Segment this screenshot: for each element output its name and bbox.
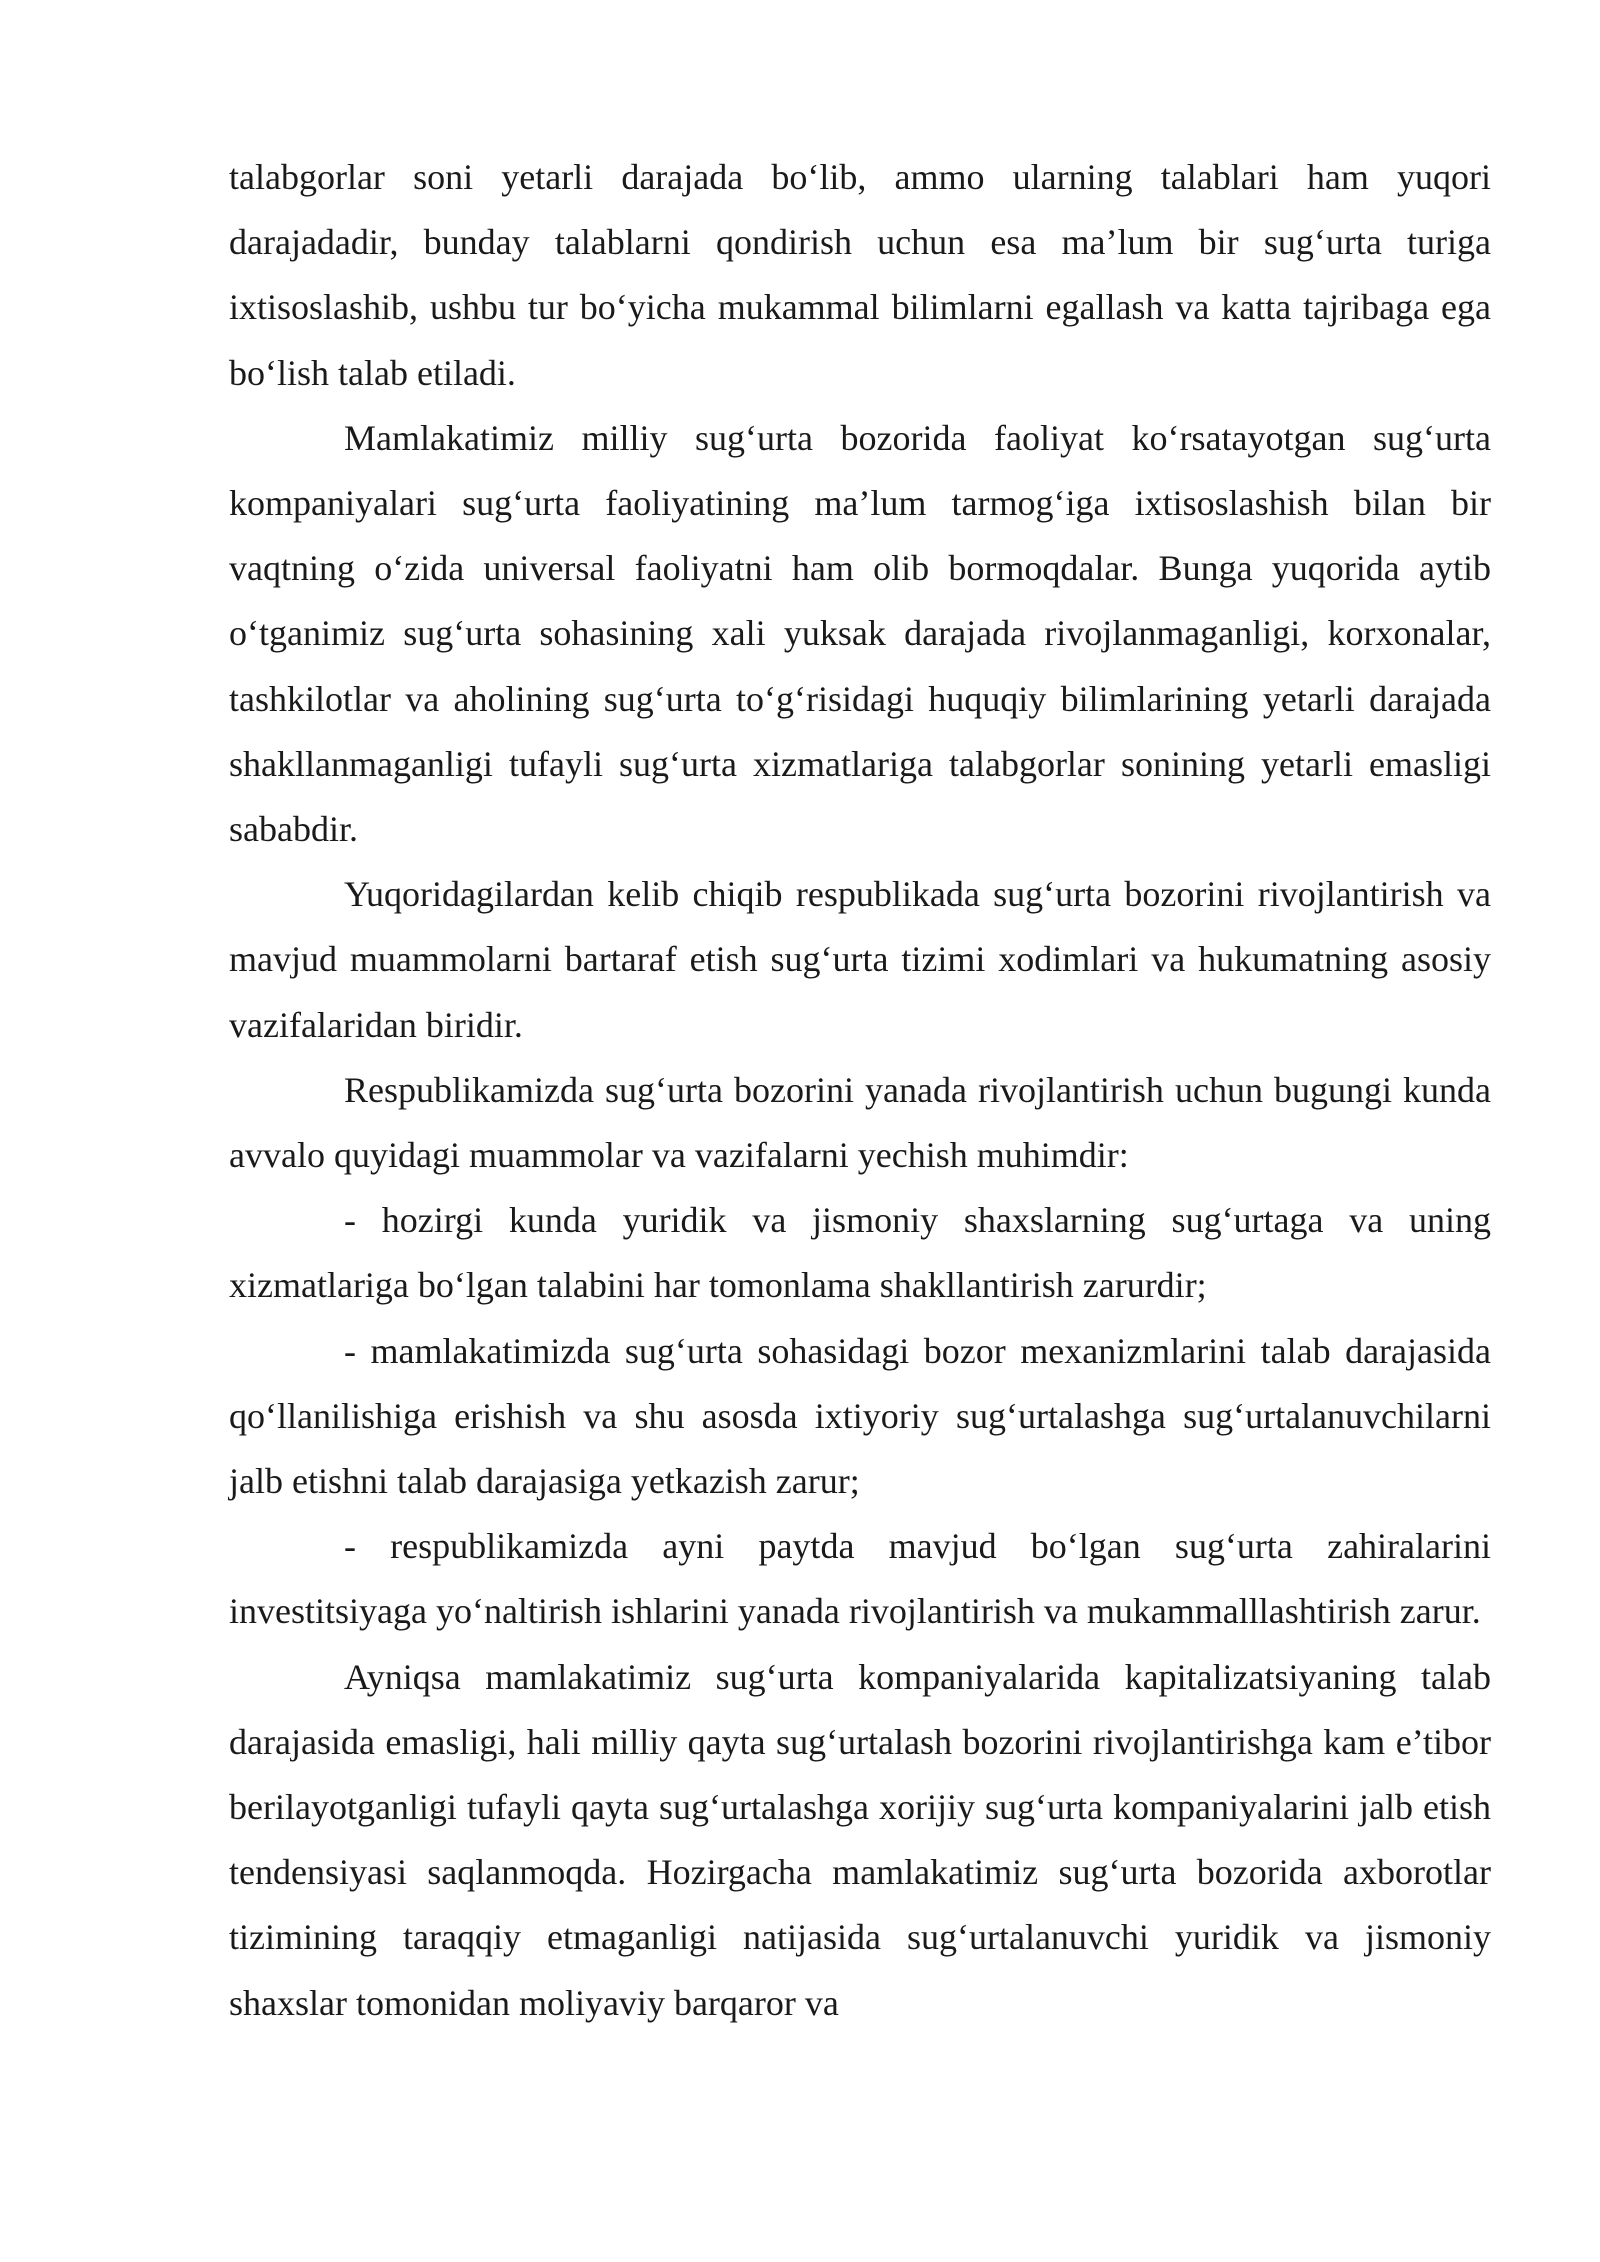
paragraph-insurance-companies: Mamlakatimiz milliy sug‘urta bozorida faoliyat ko‘rsatayotgan sug‘urta kompaniyalari sug‘urta faoliyatining ma’lum tarmog‘iga ixtisoslashish bilan bir vaqtning o‘zida universal faoliyatni ham olib bormoqdalar. Bunga yuqorida aytib o‘tganimiz sug‘urta sohasining xali yuksak darajada rivojlanmaganligi, korxonalar, tashkilotlar va aholining sug‘urta to‘g‘risidagi huquqiy bilimlarining yetarli darajada shakllanmaganligi tufayli sug‘urta xizmatlariga talabgorlar sonining yetarli emasligi sababdir.: [229, 417, 1491, 850]
list-item-investment: - respublikamizda ayni paytda mavjud bo‘lgan sug‘urta zahiralarini investitsiyaga yo‘naltirish ishlarini yanada rivojlantirish va mukammalllashtirish zarur.: [229, 1526, 1491, 1632]
list-item-demand: - hozirgi kunda yuridik va jismoniy shaxslarning sug‘urtaga va uning xizmatlariga bo‘lgan talabini har tomonlama shakllantirish zarurdir;: [229, 1200, 1491, 1306]
list-item-market-mechanisms: - mamlakatimizda sug‘urta sohasidagi bozor mexanizmlarini talab darajasida qo‘llanilishiga erishish va shu asosda ixtiyoriy sug‘urtalashga sug‘urtalanuvchilarni jalb etishni talab darajasiga yetkazish zarur;: [229, 1330, 1491, 1502]
paragraph-market-development: Yuqoridagilardan kelib chiqib respublikada sug‘urta bozorini rivojlantirish va mavjud muammolarni bartaraf etish sug‘urta tizimi xodimlari va hukumatning asosiy vazifalaridan biridir.: [229, 874, 1491, 1045]
paragraph-continuation: talabgorlar soni yetarli darajada bo‘lib, ammo ularning talablari ham yuqori darajadadir, bunday talablarni qondirish uchun esa ma’lum bir sug‘urta turiga ixtisoslashib, ushbu tur bo‘yicha mukammal bilimlarni egallash va katta tajribaga ega bo‘lish talab etiladi.: [229, 157, 1491, 393]
paragraph-tasks-intro: Respublikamizda sug‘urta bozorini yanada rivojlantirish uchun bugungi kunda avvalo quyidagi muammolar va vazifalarni yechish muhimdir:: [229, 1069, 1491, 1176]
body-text: [229, 145, 1491, 2036]
paragraph-capitalization: Ayniqsa mamlakatimiz sug‘urta kompaniyalarida kapitalizatsiyaning talab darajasida emasligi, hali milliy qayta sug‘urtalash bozorini rivojlantirishga kam e’tibor berilayotganligi tufayli qayta sug‘urtalashga xorijiy sug‘urta kompaniyalarini jalb etish tendensiyasi saqlanmoqda. Hozirgacha mamlakatimiz sug‘urta bozorida axborotlar tizimining taraqqiy etmaganligi natijasida sug‘urtalanuvchi yuridik va jismoniy shaxslar tomonidan moliyaviy barqaror va: [229, 1656, 1491, 2023]
